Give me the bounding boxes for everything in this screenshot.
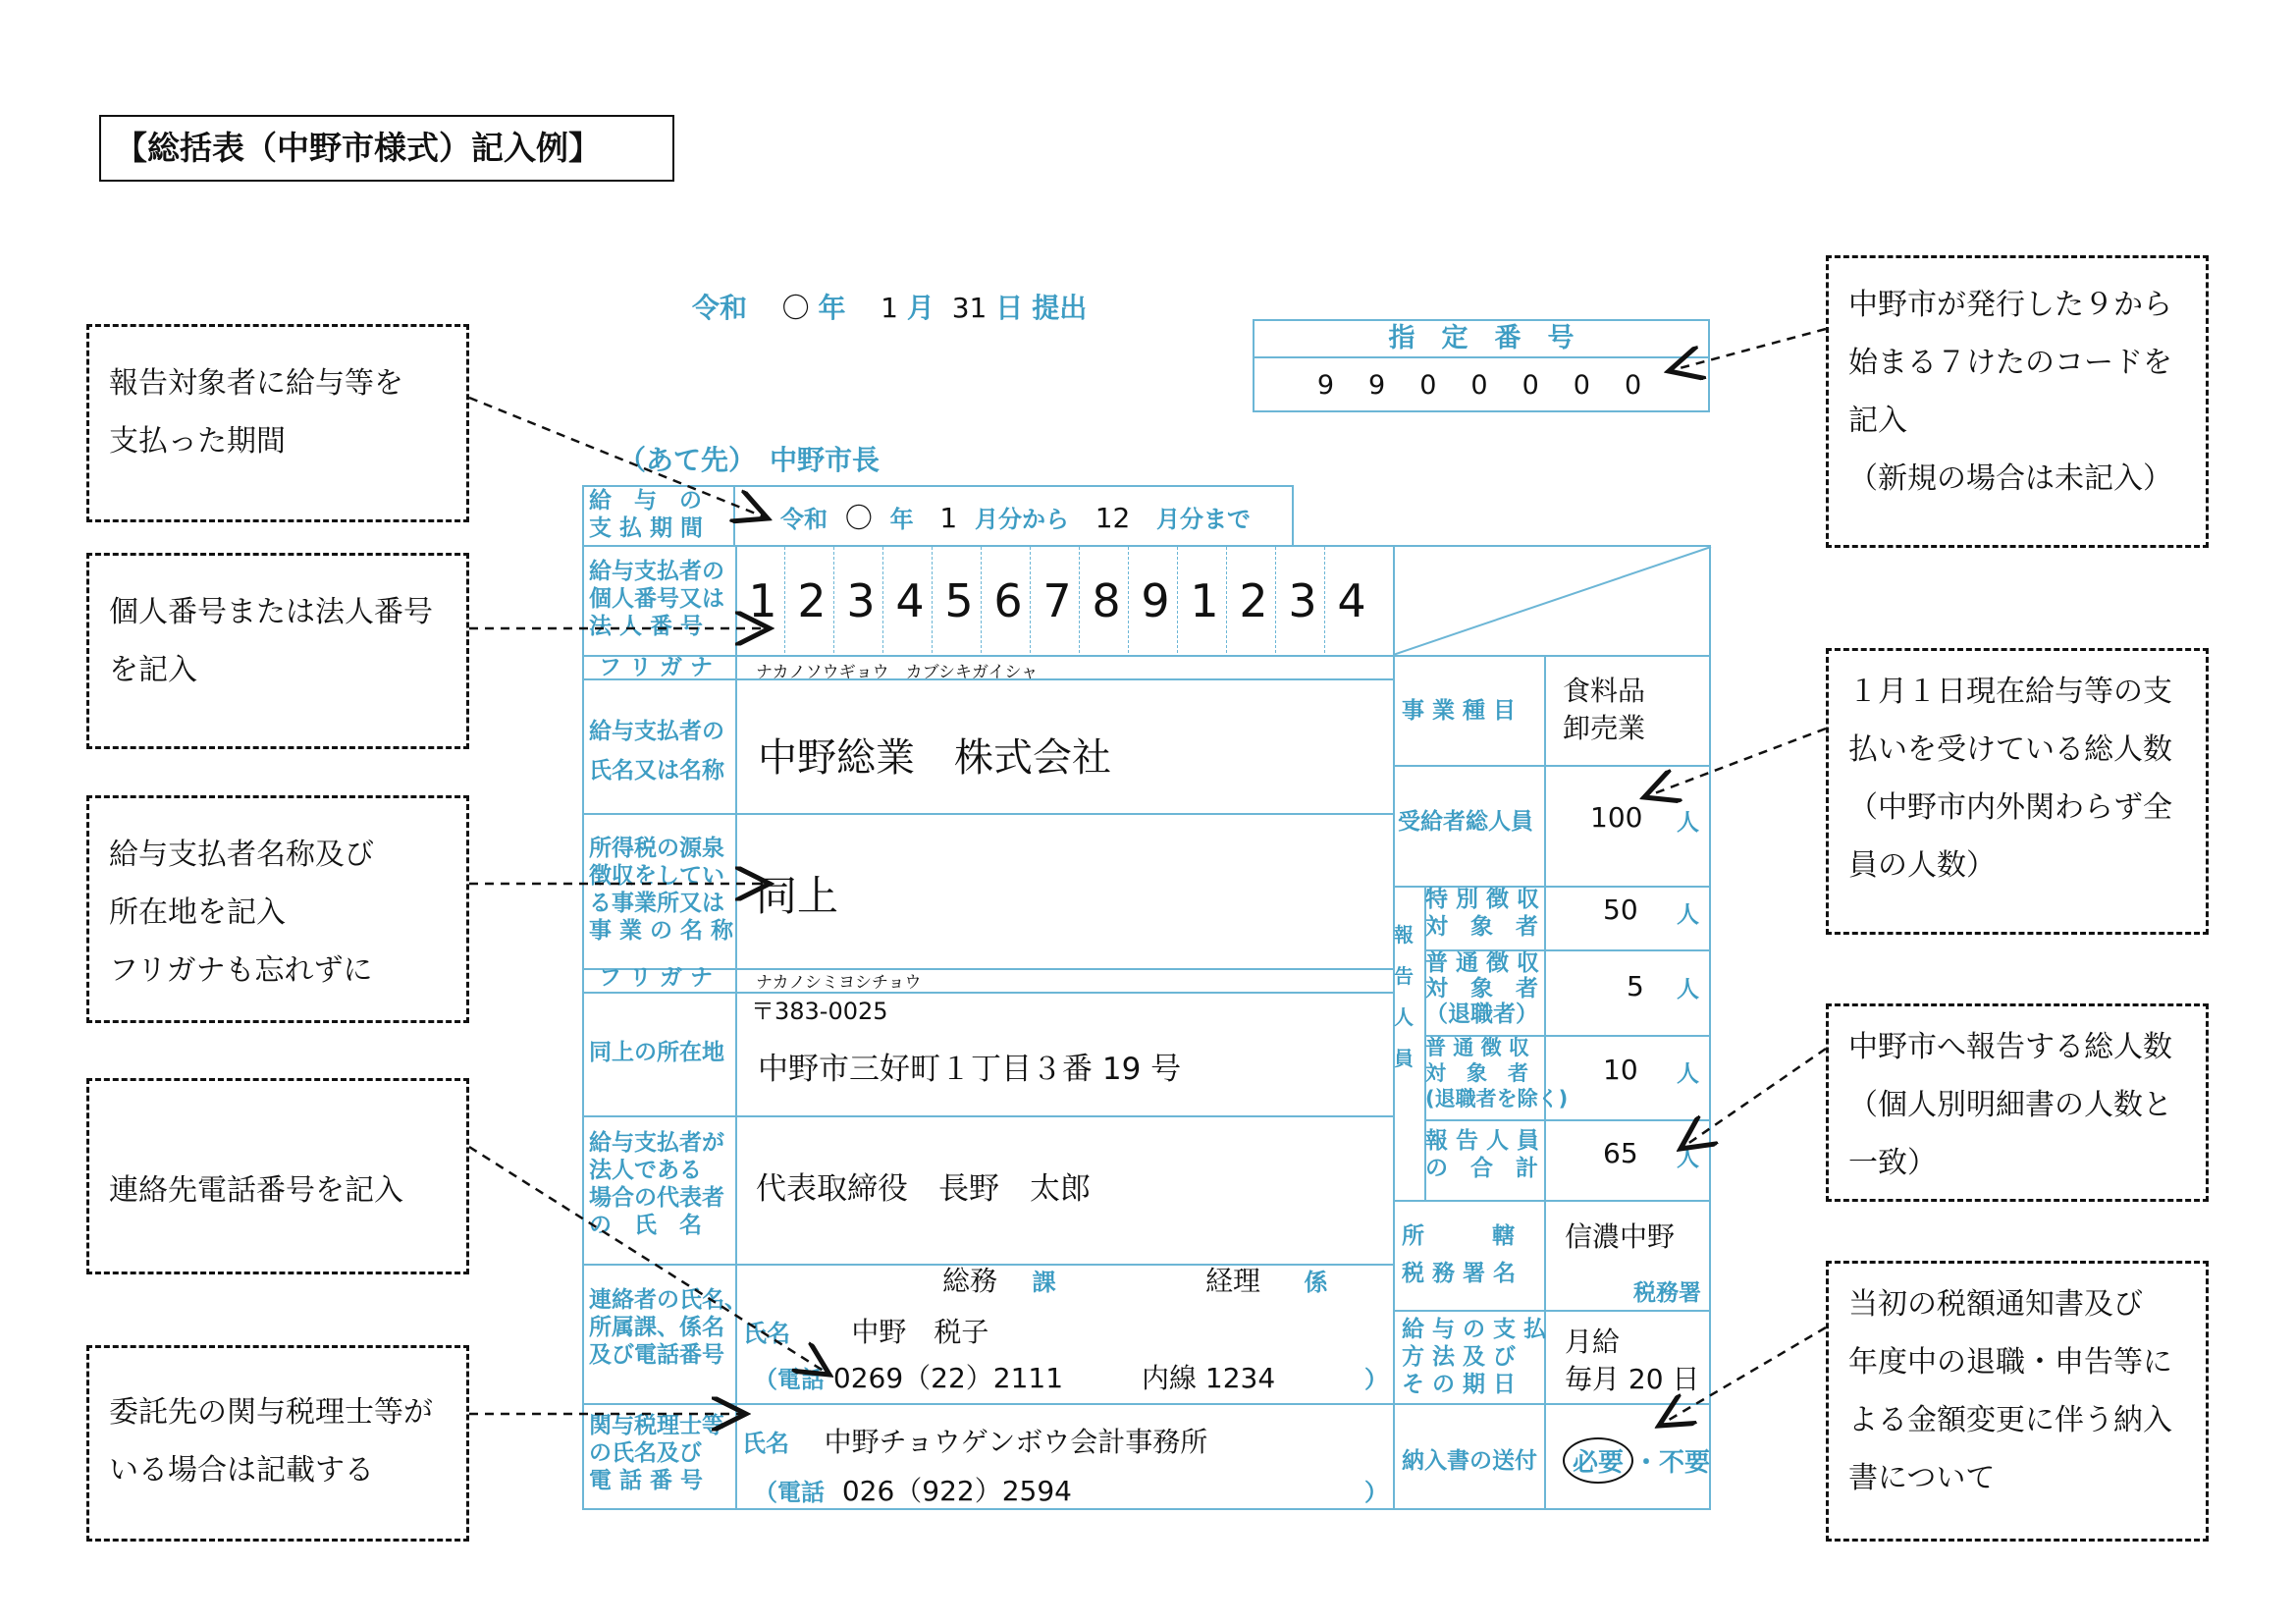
- contact-dept: 総務 課: [942, 1265, 1056, 1297]
- address-label: 同上の所在地: [589, 1040, 724, 1065]
- pay-method-value: 月給 毎月 20 日: [1565, 1326, 1700, 1395]
- id-digit: 7: [1042, 574, 1072, 627]
- id-digit: 8: [1092, 574, 1121, 627]
- id-digit: 6: [993, 574, 1023, 627]
- payer-name-label: 給与支払者の 氏名又は名称: [589, 719, 724, 784]
- contact-label: 連絡者の氏名、 所属課、係名 及び電話番号: [589, 1287, 747, 1368]
- contact-section: 経理 係: [1205, 1265, 1328, 1297]
- tax-accountant-tel: （電話 026（922）2594: [754, 1475, 1072, 1507]
- furigana-value-2: ナカノシミヨシチョウ: [756, 973, 922, 993]
- id-digit: 4: [1337, 574, 1366, 627]
- payment-slip-options: 必要 ・不要: [1563, 1437, 1710, 1484]
- period-label: 給 与 の 支 払 期 間: [589, 488, 704, 541]
- id-digit: 5: [944, 574, 974, 627]
- report-total-value: 65: [1603, 1137, 1638, 1169]
- id-digit: 3: [1288, 574, 1317, 627]
- id-digit: 4: [895, 574, 925, 627]
- payment-slip-label: 納入書の送付: [1402, 1448, 1537, 1474]
- office-name-label: 所得税の源泉 徴収をしてい る事業所又は 事 業 の 名 称: [589, 836, 734, 944]
- page-title: 【総括表（中野市様式）記入例】: [99, 115, 674, 182]
- id-digit: 1: [1190, 574, 1219, 627]
- callout-id-number: 個人番号または法人番号 を記入: [86, 553, 469, 749]
- callout-contact: 連絡先電話番号を記入: [86, 1078, 469, 1274]
- not-required-option: 不要: [1659, 1448, 1711, 1478]
- tax-office-unit: 税務署: [1633, 1280, 1701, 1306]
- representative-value: 代表取締役 長野 太郎: [756, 1171, 1091, 1207]
- contact-tel: （電話 0269（22）2111: [754, 1362, 1064, 1394]
- id-digit: 3: [846, 574, 876, 627]
- special-collection-label: 特 別 徴 収 対 象 者: [1425, 887, 1540, 940]
- pay-method-label: 給 与 の 支 払 方 法 及 び そ の 期 日: [1402, 1317, 1547, 1397]
- business-type-value: 食料品 卸売業: [1563, 675, 1646, 744]
- payer-name-value: 中野総業 株式会社: [758, 735, 1111, 781]
- report-total-label: 報 告 人 員 の 合 計: [1425, 1128, 1540, 1181]
- address-value: 中野市三好町１丁目３番 19 号: [758, 1052, 1182, 1087]
- ordinary-other-label: 普 通 徴 収 対 象 者 (退職者を除く): [1425, 1036, 1569, 1110]
- ordinary-retired-value: 5: [1627, 970, 1644, 1002]
- total-recipients-label: 受給者総人員: [1398, 809, 1533, 835]
- required-option: 必要: [1563, 1437, 1633, 1484]
- report-side-label: 報 告 人 員: [1394, 923, 1414, 1070]
- ordinary-retired-unit: 人: [1677, 977, 1699, 1002]
- callout-payment-slip: 当初の税額通知書及び 年度中の退職・申告等に よる金額変更に伴う納入 書について: [1826, 1261, 2209, 1542]
- id-digit: 9: [1141, 574, 1170, 627]
- submission-date: 令和 〇 年 1 月 31 日 提出: [692, 292, 1088, 324]
- callout-tax-accountant: 委託先の関与税理士等が いる場合は記載する: [86, 1345, 469, 1542]
- callout-total-recipients: １月１日現在給与等の支 払いを受けている総人数 （中野市内外関わらず全 員の人数）: [1826, 648, 2209, 935]
- id-digit: 2: [797, 574, 827, 627]
- contact-name: 氏名 中野 税子: [743, 1316, 989, 1348]
- total-recipients-unit: 人: [1677, 810, 1699, 836]
- special-collection-value: 50: [1603, 893, 1638, 926]
- postal-code: 〒383-0025: [751, 998, 888, 1025]
- id-number-label: 給与支払者の 個人番号又は 法 人 番 号: [589, 559, 724, 639]
- id-digit: 1: [748, 574, 777, 627]
- office-name-value: 同上: [756, 872, 839, 920]
- tax-accountant-name: 氏名 中野チョウゲンボウ会計事務所: [742, 1426, 1208, 1458]
- ordinary-retired-label: 普 通 徴 収 対 象 者 （退職者）: [1425, 950, 1540, 1027]
- callout-payer-name: 給与支払者名称及び 所在地を記入 フリガナも忘れずに: [86, 795, 469, 1023]
- business-type-label: 事 業 種 目: [1402, 698, 1517, 724]
- total-recipients-value: 100: [1590, 801, 1643, 834]
- tax-office-value: 信濃中野: [1565, 1220, 1676, 1253]
- ordinary-other-unit: 人: [1677, 1061, 1699, 1087]
- addressee: （あて先） 中野市長: [618, 444, 881, 476]
- callout-period: 報告対象者に給与等を 支払った期間: [86, 324, 469, 522]
- furigana-label-2: フ リ ガ ナ: [599, 965, 714, 991]
- period-value: 令和 〇 年 1 月分から 12 月分まで: [780, 502, 1252, 534]
- tax-accountant-close: ）: [1364, 1479, 1388, 1506]
- designation-label: 指 定 番 号: [1255, 321, 1708, 358]
- contact-close: ）: [1364, 1366, 1388, 1393]
- representative-label: 給与支払者が 法人である 場合の代表者 の 氏 名: [589, 1130, 724, 1238]
- furigana-label: フ リ ガ ナ: [599, 655, 714, 680]
- tax-accountant-label: 関与税理士等 の氏名及び 電 話 番 号: [589, 1413, 724, 1493]
- id-digit: 2: [1239, 574, 1268, 627]
- tax-office-label: 所 轄 税 務 署 名: [1402, 1223, 1517, 1286]
- report-total-unit: 人: [1677, 1146, 1699, 1171]
- contact-extension: 内線 1234: [1142, 1362, 1276, 1394]
- furigana-value: ナカノソウギョウ カブシキガイシャ: [756, 663, 1039, 682]
- callout-report-total: 中野市へ報告する総人数 （個人別明細書の人数と 一致）: [1826, 1003, 2209, 1202]
- special-collection-unit: 人: [1677, 902, 1699, 928]
- designation-value: 9 9 0 0 0 0 0: [1316, 370, 1646, 401]
- callout-designation: 中野市が発行した９から 始まる７けたのコードを 記入 （新規の場合は未記入）: [1826, 255, 2209, 548]
- ordinary-other-value: 10: [1603, 1054, 1638, 1086]
